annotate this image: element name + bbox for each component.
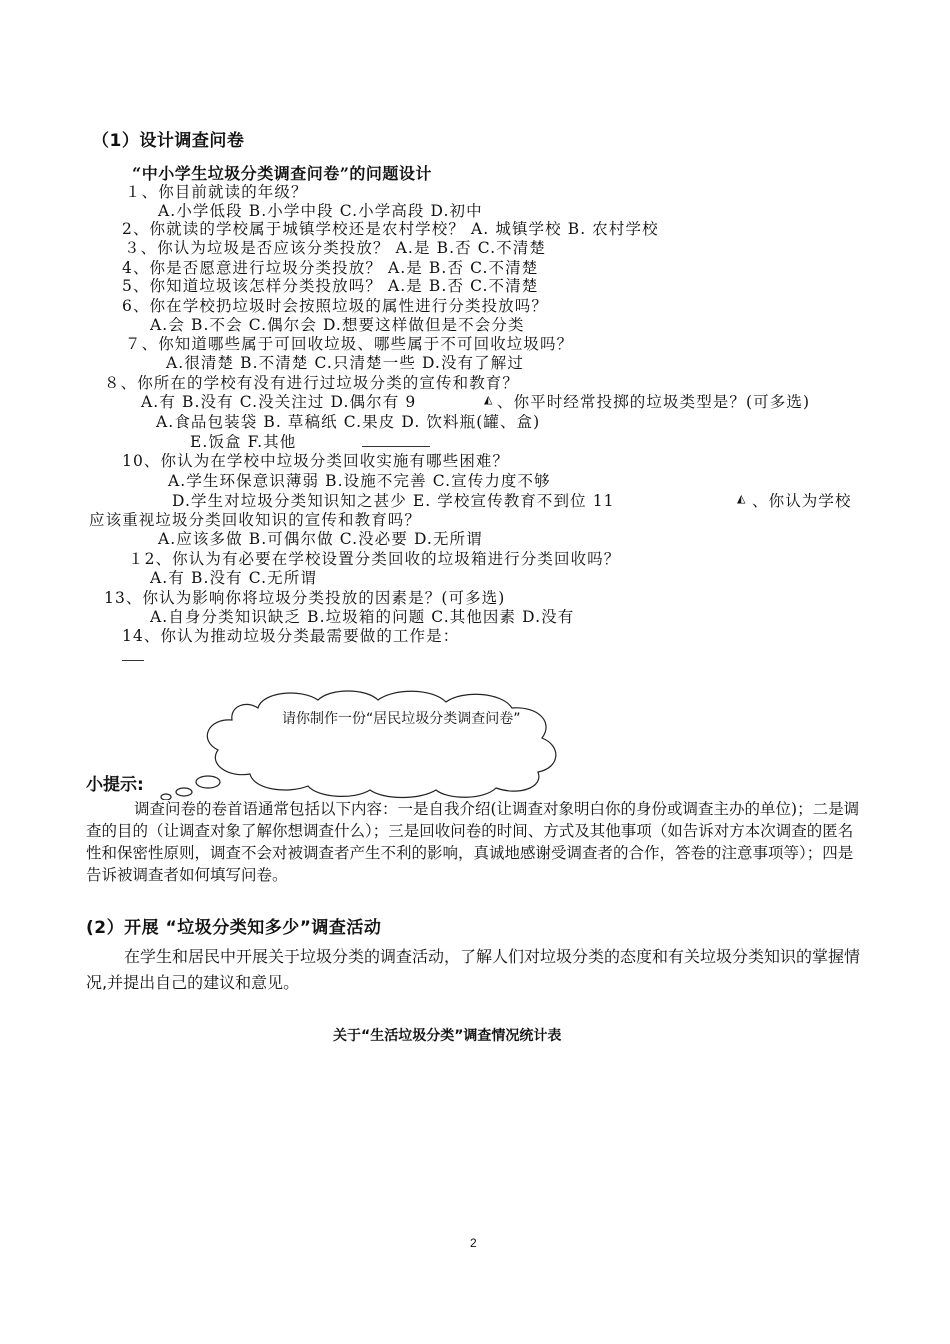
question-9-options-1: A.食品包装袋 B. 草稿纸 C.果皮 D. 饮料瓶(罐、盒) (156, 413, 541, 431)
question-12-options: A.有 B.没有 C.无所谓 (150, 569, 317, 587)
tip-body (86, 798, 866, 886)
answer-blank-line (362, 446, 430, 447)
question-10-options-1: A.学生环保意识薄弱 B.设施不完善 C.宣传力度不够 (168, 472, 551, 490)
question-13-options: A.自身分类知识缺乏 B.垃圾箱的问题 C.其他因素 D.没有 (150, 608, 575, 626)
question-4: 4、你是否愿意进行垃圾分类投放？ A.是 B.否 C.不清楚 (122, 259, 539, 277)
question-9: 、你平时经常投掷的垃圾类型是？(可多选) (497, 393, 811, 411)
question-1-options: A.小学低段 B.小学中段 C.小学高段 D.初中 (158, 202, 483, 220)
section1-heading: （1）设计调查问卷 (92, 131, 245, 151)
page-number: 2 (470, 1236, 477, 1250)
question-7: ７、你知道哪些属于可回收垃圾、哪些属于不可回收垃圾吗？ (125, 335, 574, 353)
marker-icon: ◭ (737, 492, 746, 505)
question-3: ３、你认为垃圾是否应该分类投放？ A.是 B.否 C.不清楚 (124, 239, 546, 257)
table-title: 关于“生活垃圾分类”调查情况统计表 (333, 1028, 562, 1044)
question-11-options: A.应该多做 B.可偶尔做 C.没必要 D.无所谓 (158, 530, 483, 548)
question-11: 、你认为学校 (752, 492, 852, 510)
question-10-options-2: D.学生对垃圾分类知识知之甚少 E. 学校宣传教育不到位 11 (172, 492, 615, 510)
section2-intro (86, 944, 866, 996)
question-6-options: A.会 B.不会 C.偶尔会 D.想要这样做但是不会分类 (150, 316, 525, 334)
intro-paragraph: 在学生和居民中开展关于垃圾分类的调查活动，了解人们对垃圾分类的态度和有关垃圾分类知识的掌握情况,并提出自己的建议和意见。 (86, 947, 861, 992)
section2-heading: (2）开展 “垃圾分类知多少”调查活动 (86, 918, 382, 938)
tip-label: 小提示: (86, 775, 144, 795)
answer-dash (122, 660, 144, 661)
question-2: 2、你就读的学校属于城镇学校还是农村学校？ A. 城镇学校 B. 农村学校 (122, 220, 659, 238)
cloud-text: 请你制作一份“居民垃圾分类调查问卷” (282, 711, 521, 727)
question-8-options: A.有 B.没有 C.没关注过 D.偶尔有 9 (141, 393, 417, 411)
question-6: 6、你在学校扔垃圾时会按照垃圾的属性进行分类投放吗？ (122, 297, 548, 315)
question-13: 13、你认为影响你将垃圾分类投放的因素是？(可多选) (104, 589, 506, 607)
questionnaire-title: “中小学生垃圾分类调查问卷”的问题设计 (132, 164, 432, 183)
thought-cloud-shape (150, 688, 580, 800)
question-10: 10、你认为在学校中垃圾分类回收实施有哪些困难？ (122, 452, 510, 470)
question-8: ８、你所在的学校有没有进行过垃圾分类的宣传和教育？ (104, 374, 520, 392)
question-9-options-2: E.饭盒 F.其他 (190, 433, 297, 451)
question-14: 14、你认为推动垃圾分类最需要做的工作是： (122, 627, 460, 645)
question-7-options: A.很清楚 B.不清楚 C.只清楚一些 D.没有了解过 (166, 354, 524, 372)
tip-paragraph: 调查问卷的卷首语通常包括以下内容：一是自我介绍(让调查对象明白你的身份或调查主办的单位)；二是调查的目的（让调查对象了解你想调查什么）；三是回收问卷的时间、方式及其他事项（如告诉对方本次调查的匿名性和保密性原则，调查不会对被调查者产生不利的影响，真诚地感谢受调查者的合作，答卷的注意事项等）；四是告诉被调查者如何填写问卷。 (86, 800, 860, 884)
question-11-continued: 应该重视垃圾分类回收知识的宣传和教育吗？ (89, 511, 422, 529)
marker-icon: ◭ (484, 393, 493, 406)
question-12: １2、你认为有必要在学校设置分类回收的垃圾箱进行分类回收吗？ (128, 550, 621, 568)
question-5: 5、你知道垃圾该怎样分类投放吗？ A.是 B.否 C.不清楚 (122, 277, 539, 295)
question-1: １、你目前就读的年级？ (125, 183, 308, 201)
